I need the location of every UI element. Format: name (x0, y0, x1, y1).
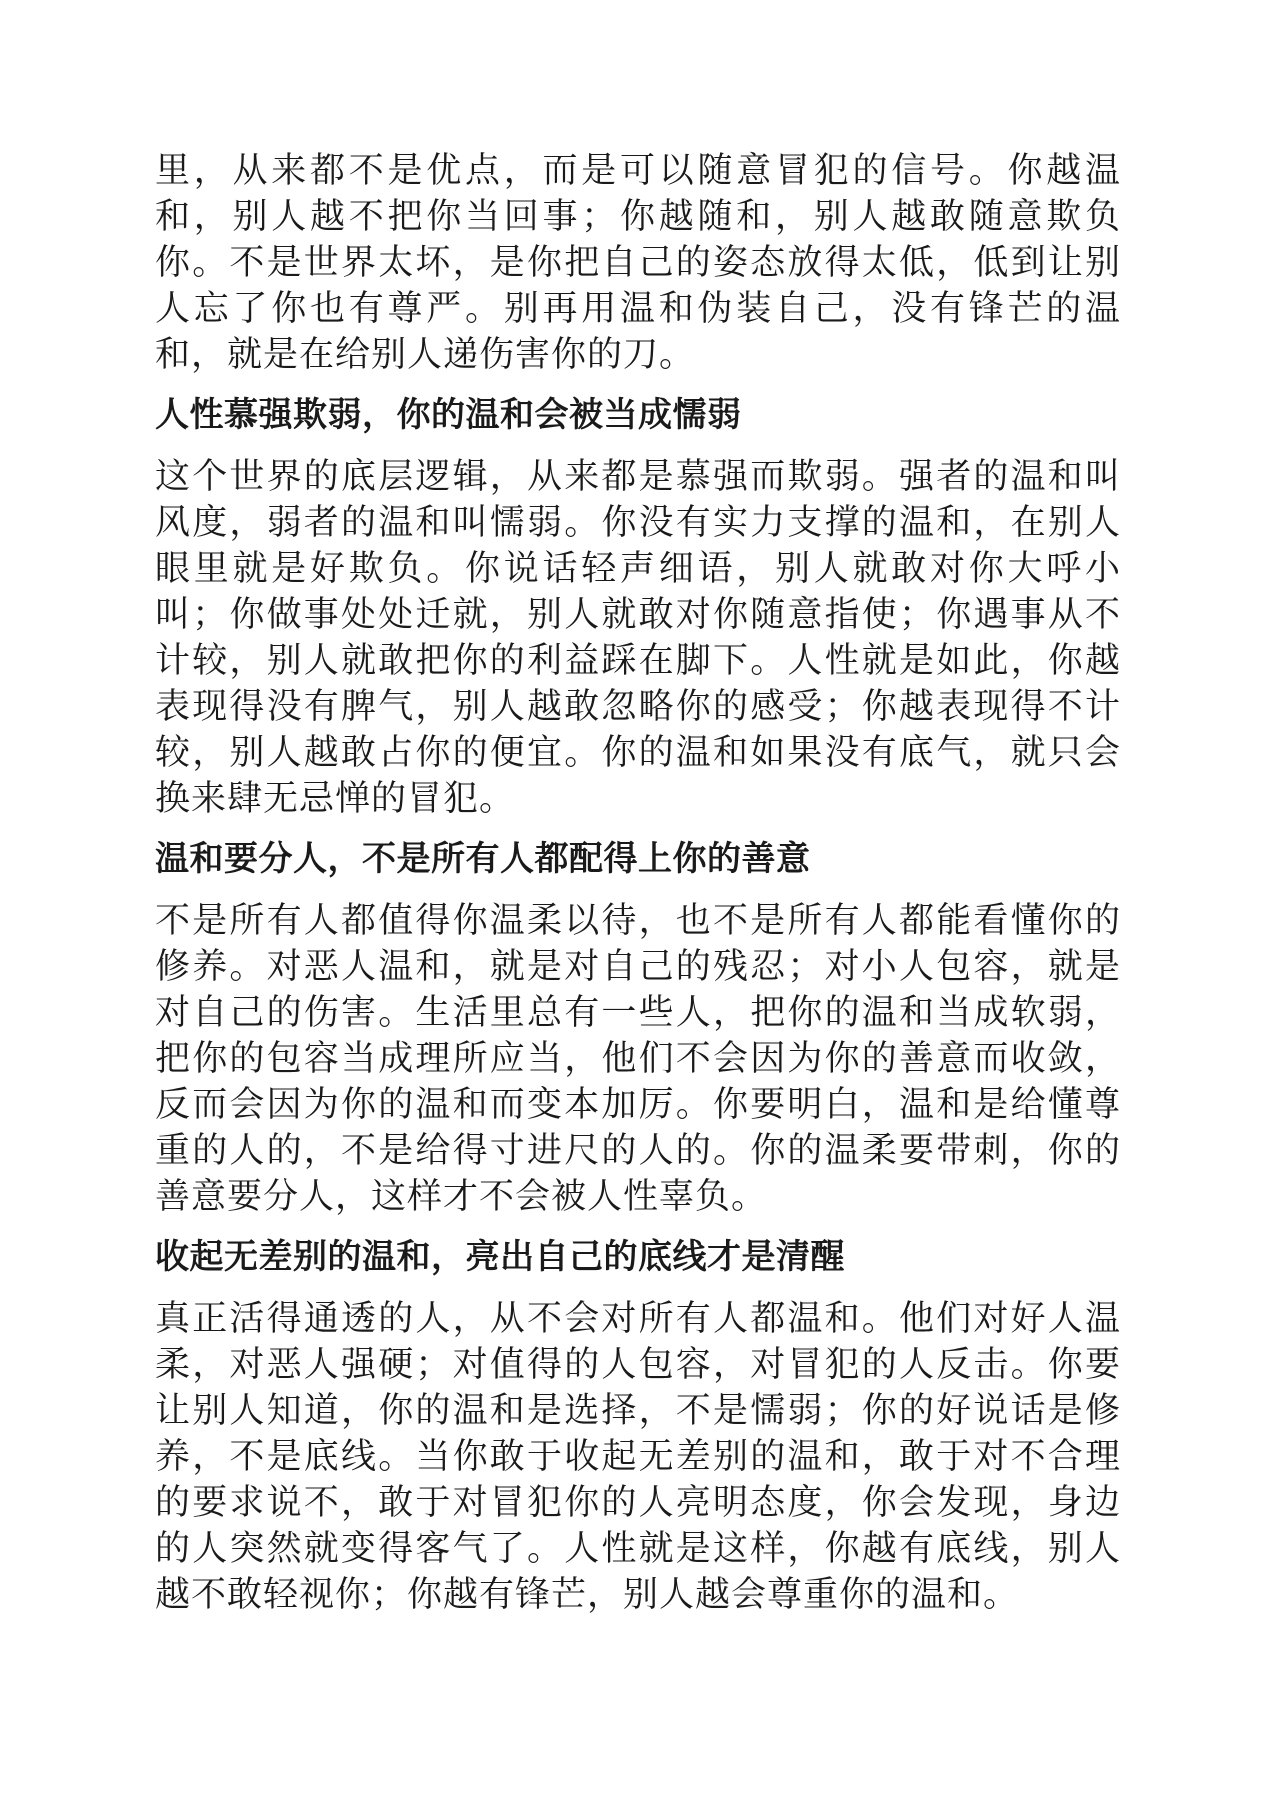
section-heading-3: 收起无差别的温和，亮出自己的底线才是清醒 (155, 1237, 845, 1277)
document-page (155, 148, 1121, 1632)
section-heading-1: 人性慕强欺弱，你的温和会被当成懦弱 (155, 395, 742, 435)
paragraph-2: 不是所有人都值得你温柔以待，也不是所有人都能看懂你的修养。对恶人温和，就是对自己的残忍；对小人包容，就是对自己的伤害。生活里总有一些人，把你的温和当成软弱，把你的包容当成理所应当，他们不会因为你的善意而收敛，反而会因为你的温和而变本加厉。你要明白，温和是给懂尊重的人的，不是给得寸进尺的人的。你的温柔要带刺，你的善意要分人，这样才不会被人性辜负。 (155, 901, 1121, 1217)
paragraph-1: 这个世界的底层逻辑，从来都是慕强而欺弱。强者的温和叫风度，弱者的温和叫懦弱。你没有实力支撑的温和，在别人眼里就是好欺负。你说话轻声细语，别人就敢对你大呼小叫；你做事处处迁就，别人就敢对你随意指使；你遇事从不计较，别人就敢把你的利益踩在脚下。人性就是如此，你越表现得没有脾气，别人越敢忽略你的感受；你越表现得不计较，别人越敢占你的便宜。你的温和如果没有底气，就只会换来肆无忌惮的冒犯。 (155, 457, 1121, 819)
section-heading-2: 温和要分人，不是所有人都配得上你的善意 (155, 839, 811, 879)
paragraph-3: 真正活得通透的人，从不会对所有人都温和。他们对好人温柔，对恶人强硬；对值得的人包容，对冒犯的人反击。你要让别人知道，你的温和是选择，不是懦弱；你的好说话是修养，不是底线。当你敢于收起无差别的温和，敢于对不合理的要求说不，敢于对冒犯你的人亮明态度，你会发现，身边的人突然就变得客气了。人性就是这样，你越有底线，别人越不敢轻视你；你越有锋芒，别人越会尊重你的温和。 (155, 1299, 1121, 1615)
paragraph-intro: 里，从来都不是优点，而是可以随意冒犯的信号。你越温和，别人越不把你当回事；你越随和，别人越敢随意欺负你。不是世界太坏，是你把自己的姿态放得太低，低到让别人忘了你也有尊严。别再用温和伪装自己，没有锋芒的温和，就是在给别人递伤害你的刀。 (155, 151, 1121, 375)
